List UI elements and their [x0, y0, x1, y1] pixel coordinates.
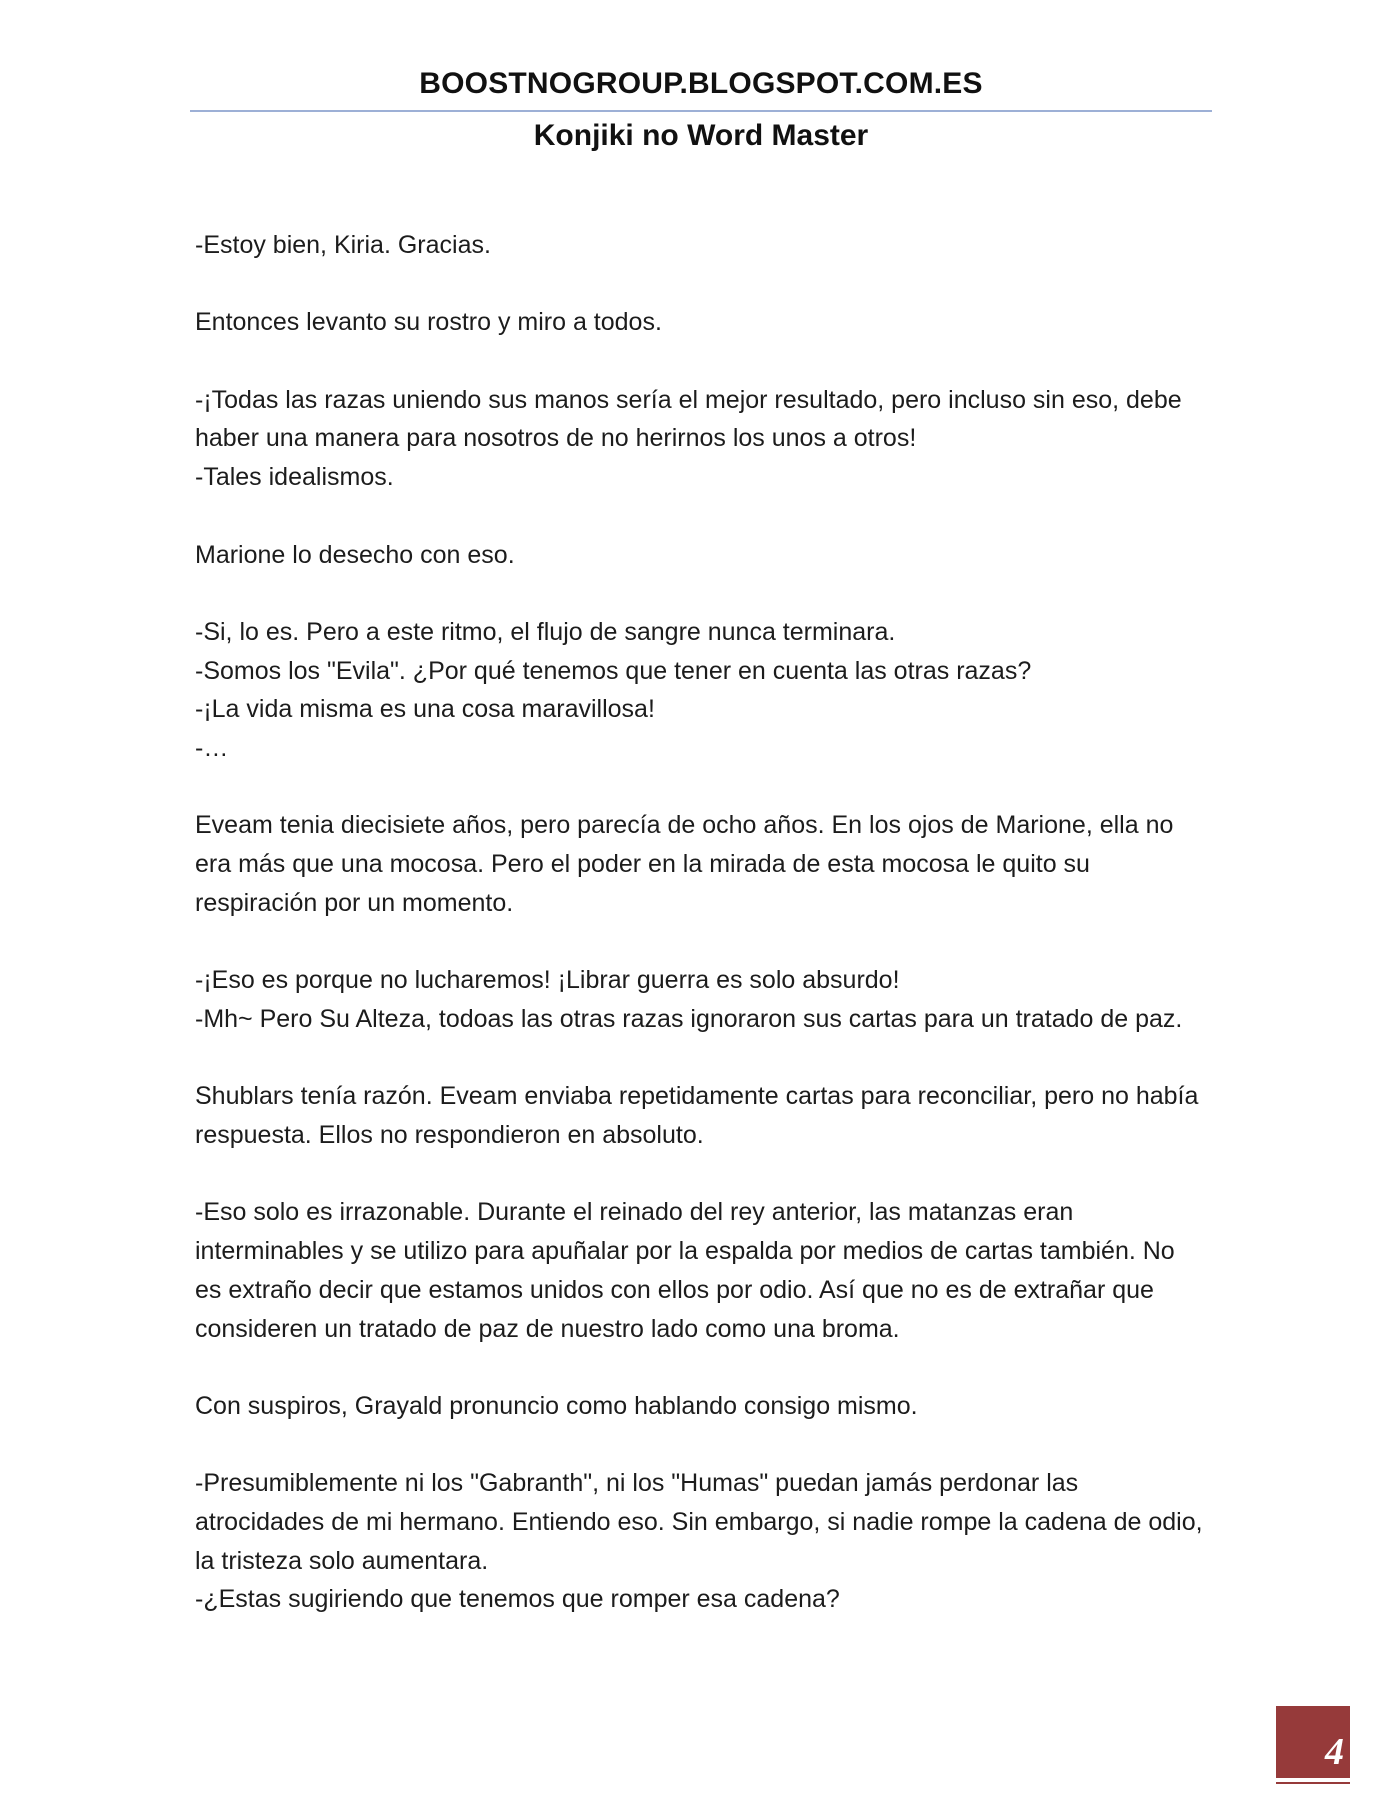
text-line: -¡La vida misma es una cosa maravillosa! [195, 695, 655, 724]
document-title: Konjiki no Word Master [533, 119, 869, 152]
text-line: -Presumiblemente ni los "Gabranth", ni los "Humas" puedan jamás perdonar las [195, 1469, 1079, 1498]
page-number-underline [1276, 1782, 1350, 1784]
text-line: es extraño decir que estamos unidos con ellos por odio. Así que no es de extrañar que [195, 1275, 1154, 1304]
text-line: era más que una mocosa. Pero el poder en la mirada de esta mocosa le quito su [195, 850, 1090, 879]
paragraph [195, 806, 1215, 922]
page-number: 4 [1325, 1731, 1344, 1773]
text-line: atrocidades de mi hermano. Entiendo eso. Sin embargo, si nadie rompe la cadena de odio, [195, 1508, 1203, 1537]
paragraph [195, 1193, 1215, 1348]
paragraph [195, 1464, 1215, 1619]
text-line: -Si, lo es. Pero a este ritmo, el flujo de sangre nunca terminara. [195, 617, 896, 646]
text-line: haber una manera para nosotros de no herirnos los unos a otros! [195, 424, 917, 453]
paragraph [195, 381, 1215, 497]
text-line: -Somos los "Evila". ¿Por qué tenemos que tener en cuenta las otras razas? [195, 656, 1032, 685]
text-line: respiración por un momento. [195, 888, 514, 917]
paragraph [195, 303, 1215, 342]
text-line: -¡Eso es porque no lucharemos! ¡Librar guerra es solo absurdo! [195, 966, 900, 995]
text-line: -¿Estas sugiriendo que tenemos que romper esa cadena? [195, 1585, 840, 1614]
text-line: -Estoy bien, Kiria. Gracias. [195, 231, 491, 259]
text-line: -¡Todas las razas uniendo sus manos sería el mejor resultado, pero incluso sin eso, debe [195, 385, 1182, 414]
text-line: Shublars tenía razón. Eveam enviaba repetidamente cartas para reconciliar, pero no había [195, 1082, 1199, 1111]
text-line: consideren un tratado de paz de nuestro lado como una broma. [195, 1314, 900, 1343]
text-line: Marione lo desecho con eso. [195, 540, 515, 569]
text-line: -Mh~ Pero Su Alteza, todoas las otras razas ignoraron sus cartas para un tratado de paz. [195, 1004, 1183, 1033]
paragraph [195, 961, 1215, 1038]
text-line: respuesta. Ellos no respondieron en absoluto. [195, 1121, 704, 1150]
text-line: -… [195, 734, 229, 763]
header-divider [190, 110, 1212, 112]
paragraph [195, 1387, 1215, 1426]
page-number-badge [1276, 1706, 1350, 1778]
text-line: -Eso solo es irrazonable. Durante el reinado del rey anterior, las matanzas eran [195, 1198, 1074, 1227]
paragraph [195, 613, 1215, 768]
text-line: -Tales idealismos. [195, 463, 394, 492]
text-line: Entonces levanto su rostro y miro a todos. [195, 308, 662, 337]
body-text [195, 226, 1215, 1658]
page-header [190, 64, 1212, 156]
text-line: la tristeza solo aumentara. [195, 1546, 489, 1575]
paragraph [195, 536, 1215, 575]
text-line: Eveam tenia diecisiete años, pero parecía de ocho años. En los ojos de Marione, ella no [195, 811, 1174, 840]
paragraph [195, 226, 1215, 265]
paragraph [195, 1077, 1215, 1154]
site-name: BOOSTNOGROUP.BLOGSPOT.COM.ES [419, 67, 983, 100]
text-line: Con suspiros, Grayald pronuncio como hablando consigo mismo. [195, 1391, 918, 1420]
text-line: interminables y se utilizo para apuñalar por la espalda por medios de cartas también. No [195, 1237, 1175, 1266]
